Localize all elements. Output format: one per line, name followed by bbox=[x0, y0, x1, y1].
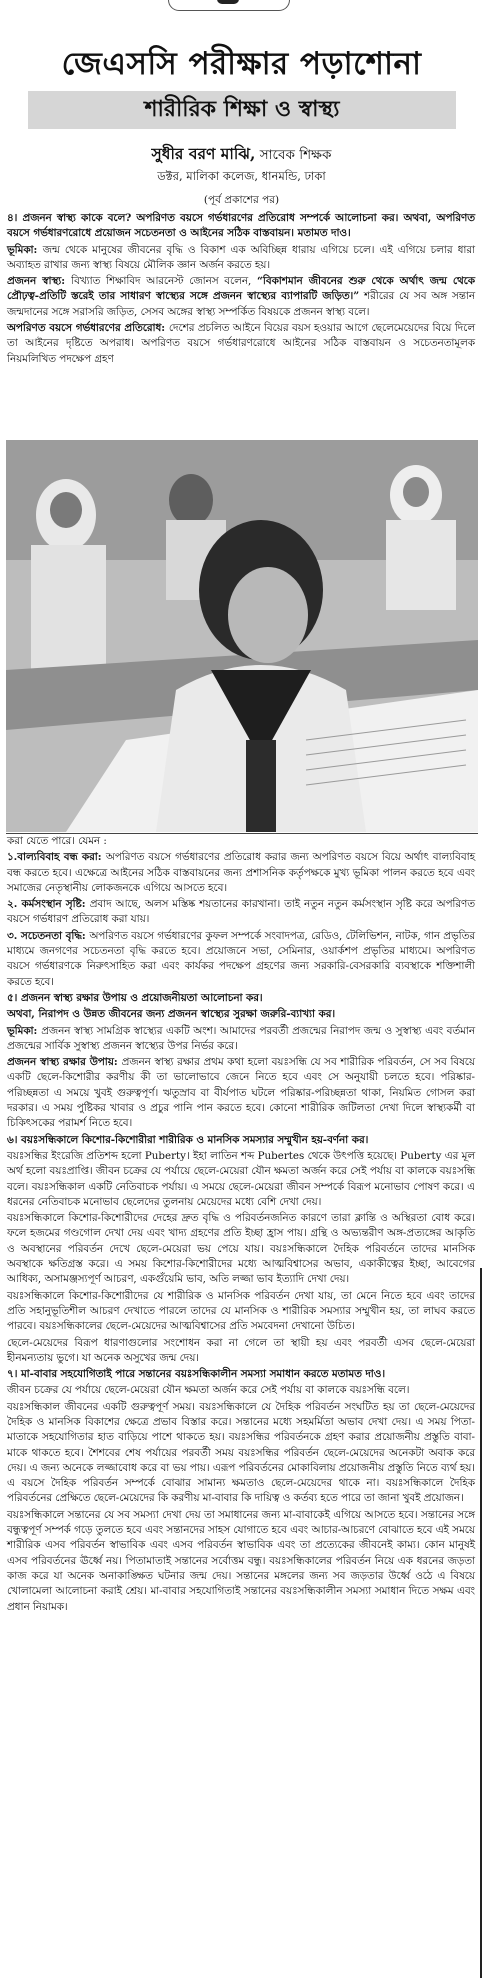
bold-text: অথবা, নিরাপদ ও উন্নত জীবনের জন্য প্রজনন স্বাস্থ্যের সুরক্ষা জরুরি-ব্যাখ্যা কর। bbox=[7, 1008, 336, 1021]
article-bottom bbox=[7, 834, 475, 1974]
article-paragraph bbox=[7, 243, 475, 274]
exam-hall-photo-icon bbox=[6, 440, 478, 832]
article-paragraph bbox=[7, 1400, 475, 1507]
bold-text: অপরিণত বয়সে গর্ভধারণের প্রতিরোধ: bbox=[7, 322, 169, 335]
bold-text: ভূমিকা: bbox=[7, 243, 43, 256]
article-paragraph bbox=[7, 834, 475, 849]
article-paragraph bbox=[7, 321, 475, 367]
article-paragraph bbox=[7, 211, 475, 242]
article-paragraph bbox=[7, 991, 475, 1006]
author-name: সুধীর বরণ মাঝি, bbox=[151, 144, 256, 163]
bold-text: “বিকাশমান জীবনের শুরু থেকে অর্থাৎ জন্ম থেকে প্রৌঢ়ত্ব-প্রতিটি স্তরেই তার সাধারণ স্বাস্থ্যের সঙ্গে প্রজনন স্বাস্থ্যের ব্যাপারটি জড়িত।” bbox=[7, 275, 476, 303]
article-paragraph bbox=[7, 1508, 475, 1615]
continued-note: (পূর্ব প্রকাশের পর) bbox=[203, 194, 280, 206]
body-text: শরীরের যে সব অঙ্গ সন্তান জন্মদানের সঙ্গে সরাসরি জড়িত, সেসব অঙ্গের স্বাস্থ্য সম্পর্কিত বিষয়কে প্রজনন স্বাস্থ্য বলে। bbox=[7, 290, 475, 318]
body-text: প্রজনন স্বাস্থ্য সামগ্রিক স্বাস্থ্যের একটি অংশ। আমাদের পরবর্তী প্রজন্মের নিরাপদ জন্ম ও সুস্বাস্থ্য এবং বর্তমান প্রজন্মের সার্বিক সুস্বাস্থ্য প্রজনন স্বাস্থ্যের উপর নির্ভর করে। bbox=[7, 1024, 475, 1052]
bold-text: ২. কর্মসংস্থান সৃষ্টি: bbox=[7, 898, 90, 911]
body-text: জীবন চক্রের যে পর্যায়ে ছেলে-মেয়েরা যৌন ক্ষমতা অর্জন করে সেই পর্যায় বা কালকে বয়ঃসন্ধি বলে। bbox=[7, 1384, 410, 1397]
article-paragraph bbox=[7, 929, 475, 990]
body-text: অপরিণত বয়সে গর্ভধারণের কুফল সম্পর্কে সংবাদপত্র, রেডিও, টেলিভিশন, নাটক, গান প্রভৃতির মাধ্যমে জনগণের সচেতনতা বৃদ্ধি করতে হবে। প্রয়োজনে সভা, সেমিনার, ওয়ার্কশপ প্রভৃতির মাধ্যমে। অপরিণত বয়সে গর্ভধারণকে নিরুৎসাহিত করা এবং কার্যকর পদক্ষেপ গ্রহণের জন্য সরকারি-বেসরকারি ব্যবস্থাকে শক্তিশালী করতে হবে। bbox=[7, 929, 475, 988]
article-paragraph bbox=[7, 274, 475, 320]
headline: জেএসসি পরীক্ষার পড়াশোনা bbox=[61, 46, 422, 82]
bold-text: প্রজনন স্বাস্থ্য: bbox=[7, 275, 72, 288]
body-text: দেশের প্রচলিত আইনে বিয়ের বয়স হওয়ার আগে ছেলেমেয়েদের বিয়ে দিলে তা আইনের দৃষ্টিতে অপরাধ। অপরিণত বয়সে গর্ভধারণরোধে আইনের সঠিক বাস্তবায়ন ও সচেতনতামূলক নিয়মলিখিত পদক্ষেপ গ্রহণ bbox=[7, 322, 475, 365]
body-text: বয়ঃসন্ধিকালে কিশোর-কিশোরীদের দেহের দ্রুত বৃদ্ধি ও পরিবর্তনজনিত কারণে তারা ক্লান্তি ও অস্থিরতা বোধ করে। ফলে হজমের গণ্ডগোল দেখা দেয় এবং খাদ্য গ্রহণের প্রতি ইচ্ছা হ্রাস পায়। গ্রন্থি ও অভ্যন্তরীণ অঙ্গ-প্রত্যঙ্গের আকৃতি ও অবস্থানের পরিবর্তন দেখে ছেলে-মেয়েরা ভয় পেয়ে যায়। বয়ঃসন্ধিকালে দৈহিক পরিবর্তনে তাদের মানসিক অবস্থাকে ক্ষতিগ্রস্ত করে। এ সময় কিশোর-কিশোরীদের মধ্যে আত্মবিশ্বাসের অভাব, একাকীত্বের ইচ্ছা, আবেগের আধিক্য, অসামঞ্জস্যপূর্ণ আচরণ, একগুঁয়েমি ভাব, অতি লজ্জা ভাব ইত্যাদি দেখা দেয়। bbox=[7, 1212, 475, 1286]
body-text: ছেলে-মেয়েদের বিরূপ ধারণাগুলোর সংশোধন করা না গেলে তা স্থায়ী হয় এবং পরবর্তী এসব ছেলে-মেয়েরা হীনমন্যতায় ভুগে। যা অনেক অসুখের জন্ম দেয়। bbox=[7, 1336, 475, 1364]
body-text: অপরিণত বয়সে গর্ভধারণের প্রতিরোধ করার জন্য অপরিণত বয়সে বিয়ে অর্থাৎ বাল্যবিবাহ বন্ধ করতে হবে। এক্ষেত্রে আইনের সঠিক বাস্তবায়নের জন্য প্রশাসনিক কর্তৃপক্ষকে মুখ্য ভূমিকা পালন করতে হবে এবং সমাজের নেতৃস্থানীয় লোকজনকে এগিয়ে আসতে হবে। bbox=[7, 851, 475, 894]
article-paragraph bbox=[7, 1211, 475, 1287]
subject-banner: শারীরিক শিক্ষা ও স্বাস্থ্য bbox=[28, 91, 456, 129]
author-role: সাবেক শিক্ষক bbox=[259, 147, 332, 163]
bold-text: ৩. সচেতনতা বৃদ্ধি: bbox=[7, 929, 90, 942]
article-paragraph bbox=[7, 1007, 475, 1022]
article-top bbox=[7, 211, 475, 439]
bold-text: ৫। প্রজনন স্বাস্থ্য রক্ষার উপায় ও প্রয়োজনীয়তা আলোচনা কর। bbox=[7, 991, 263, 1004]
body-text: বয়ঃসন্ধির ইংরেজি প্রতিশব্দ হলো Puberty। ইহা লাতিন শব্দ Pubertes থেকে উৎপত্তি হয়েছে। Puberty এর মূল অর্থ হলো বয়ঃপ্রাপ্তি। জীবন চক্রের যে পর্যায়ে ছেলে-মেয়েরা যৌন ক্ষমতা অর্জন করে সেই পর্যায় বা কালকে বয়ঃসন্ধি বলে। বয়ঃসন্ধিকাল একটি নেতিবাচক পর্যায়। এ সময়ে ছেলে-মেয়েরা জীবন সম্পর্কে বিরূপ মনোভাব পোষণ করে। এ ধরনের নেতিবাচক মনোভাব ছেলেদের তুলনায় মেয়েদের মধ্যে বেশি দেখা দেয়। bbox=[7, 1149, 475, 1208]
article-paragraph bbox=[7, 1055, 475, 1131]
article-paragraph bbox=[7, 850, 475, 896]
body-text: প্রজনন স্বাস্থ্য রক্ষার প্রথম কথা হলো বয়ঃসন্ধি যে সব শারীরিক পরিবর্তন, সে সব বিষয়ে একটি ছেলে-কিশোরীর করণীয় কী তা ভালোভাবে জেনে নিতে হবে এবং সে অনুযায়ী চলতে হবে। পরিষ্কার-পরিচ্ছন্নতা এ সময়ে খুবই গুরুত্বপূর্ণ। ঋতুস্রাব বা বীর্যপাত ঘটলে পরিষ্কার-পরিচ্ছন্নতা থাকা, নিয়মিত গোসল করা দরকার। এ সময় পুষ্টিকর খাবার ও প্রচুর পানি পান করতে হবে। কোনো শারীরিক জটিলতা দেখা দিলে স্বাস্থ্যকর্মী বা চিকিৎসকের পরামর্শ নিতে হবে। bbox=[7, 1056, 476, 1130]
article-paragraph bbox=[7, 1367, 475, 1382]
bold-text: ৭। মা-বাবার সহযোগিতাই পারে সন্তানের বয়ঃসন্ধিকালীন সমস্যা সমাধান করতে মতামত দাও। bbox=[7, 1368, 386, 1381]
tab-dot bbox=[217, 0, 239, 4]
body-text: বয়ঃসন্ধিকালে সন্তানের যে সব সমস্যা দেখা দেয় তা সমাধানের জন্য মা-বাবাকেই এগিয়ে আসতে হবে। সন্তানের সঙ্গে বন্ধুত্বপূর্ণ সম্পর্ক গড়ে তুলতে হবে এবং সন্তানদের সাহস যোগাতে হবে এবং আচার-আচরণে বোঝাতে হবে এই সময়ে শারীরিক এসব পরিবর্তন স্বাভাবিক এবং এসব পরিবর্তন স্বাভাবিক এবং তা প্রত্যেকের জীবনেই কাম্য। কোন মানুষই এসব পরিবর্তনের ঊর্ধ্বে নয়। পিতামাতাই সন্তানের সর্বোত্তম বন্ধু। বয়ঃসন্ধিকালের পরিবর্তন নিয়ে এক ধরনের জড়তা কাজ করে যা অনেক অনাকাঙ্ক্ষিত ঘটনার জন্ম দেয়। সন্তানের মঙ্গলের জন্য সব জড়তার উর্ধ্বে ওঠে এ বিষয়ে খোলামেলা আলোচনা করাই শ্রেয়। মা-বাবার সহযোগিতাই সন্তানের বয়ঃসন্ধিকালীন সমস্যা সমাধান দিতে সক্ষম এবং প্রধান নিয়ামক। bbox=[7, 1508, 475, 1613]
article-paragraph bbox=[7, 1149, 475, 1210]
article-paragraph bbox=[7, 1383, 475, 1398]
author-affiliation: ডক্টর, মালিকা কলেজ, ধানমন্ডি, ঢাকা bbox=[157, 169, 326, 183]
bold-text: ৬। বয়ঃসন্ধিকালে কিশোর-কিশোরীরা শারীরিক ও মানসিক সমস্যার সম্মুখীন হয়-বর্ণনা কর। bbox=[7, 1133, 369, 1146]
article-paragraph bbox=[7, 1024, 475, 1055]
body-text: প্রবাদ আছে, অলস মস্তিষ্ক শয়তানের কারখানা। তাই নতুন নতুন কর্মসংস্থান সৃষ্টি করে অপরিণত বয়সে গর্ভধারণ প্রতিরোধ করা যায়। bbox=[7, 898, 475, 926]
body-text: জন্ম থেকে মানুষের জীবনের বৃদ্ধি ও বিকাশ এক অবিচ্ছিন্ন ধারায় এগিয়ে চলে। এই এগিয়ে চলার ধারা অব্যাহত রাখার জন্য স্বাস্থ্য বিষয়ে মৌলিক জ্ঞান অর্জন করতে হয়। bbox=[7, 243, 475, 271]
body-text: বয়ঃসন্ধিকালে কিশোর-কিশোরীদের যে শারীরিক ও মানসিক পরিবর্তন দেখা যায়, তা মেনে নিতে হবে এবং তাদের প্রতি সহানুভূতিশীল আচরণ দেখাতে পারলে তাদের যে মানসিক ও শারীরিক সমস্যার সম্মুখীন হয়, তা লাঘব করতে পারবে। বয়ঃসন্ধিকালের ছেলে-মেয়েদের আত্মবিশ্বাসের প্রতি সমবেদনা দেখানো উচিত। bbox=[7, 1289, 475, 1333]
bold-text: ১.বাল্যবিবাহ বন্ধ করা: bbox=[7, 851, 106, 864]
body-text: করা যেতে পারে। যেমন : bbox=[7, 835, 107, 847]
article-paragraph bbox=[7, 1133, 475, 1148]
bold-text: প্রজনন স্বাস্থ্য রক্ষার উপায়: bbox=[7, 1056, 122, 1069]
page-tab bbox=[168, 0, 290, 11]
article-paragraph bbox=[7, 1336, 475, 1367]
column-rule bbox=[480, 1268, 482, 1978]
article-paragraph bbox=[7, 1289, 475, 1335]
author-line bbox=[0, 142, 483, 168]
body-text: বিখ্যাত শিক্ষাবিদ আরনেস্ট জোনস বলেন, bbox=[71, 275, 257, 288]
body-text: বয়ঃসন্ধিকাল জীবনের একটি গুরুত্বপূর্ণ সময়। বয়ঃসন্ধিকালে যে দৈহিক পরিবর্তন সংঘটিত হয় তা ছেলে-মেয়েদের দৈহিক ও মানসিক বিকাশের ক্ষেত্রে প্রভাব বিস্তার করে। সন্তানের মধ্যে সহমর্মিতা অভাব দেখা দেয়। এ সময় পিতা-মাতাকে সহযোগিতার হাত বাড়িয়ে পাশে থাকতে হয়। বয়ঃসন্ধির পরিবর্তনকে গ্রহণ করার প্রয়োজনীয় প্রস্তুতি বাবা-মাকে থাকতে হবে। শৈশবের শেষ পর্যায়ের পরবর্তী সময় বয়ঃসন্ধির পরিবর্তন ছেলে-মেয়েদের অনেকটা অবাক করে দেয়। এ জন্য অনেকে লজ্জাবোধ করে বা ভয় পায়। এরূপ পরিবর্তনের মোকাবিলায় প্রয়োজনীয় প্রস্তুতি নিতে ব্যর্থ হয়। এ বয়সে দৈহিক পরিবর্তন সম্পর্কে বোঝার সামান্য ক্ষমতাও ছেলে-মেয়েদের থাকে না। বয়ঃসন্ধিকালে দৈহিক পরিবর্তনের প্রেক্ষিতে ছেলে-মেয়েদের কি করণীয় মা-বাবার কি দায়িত্ব ও কর্তব্য হতে পারে তা জানা খুবই প্রয়োজন। bbox=[7, 1400, 475, 1505]
bold-text: ৪। প্রজনন স্বাস্থ্য কাকে বলে? অপরিণত বয়সে গর্ভধারণের প্রতিরোধ সম্পর্কে আলোচনা কর। অথবা, অপরিণত বয়সে গর্ভধারণরোধে প্রয়োজন সচেতনতা ও আইনের সঠিক বাস্তবায়ন। মতামত দাও। bbox=[7, 212, 475, 240]
exam-hall-photo bbox=[6, 440, 478, 832]
article-paragraph bbox=[7, 897, 475, 928]
bold-text: ভূমিকা: bbox=[7, 1024, 42, 1037]
